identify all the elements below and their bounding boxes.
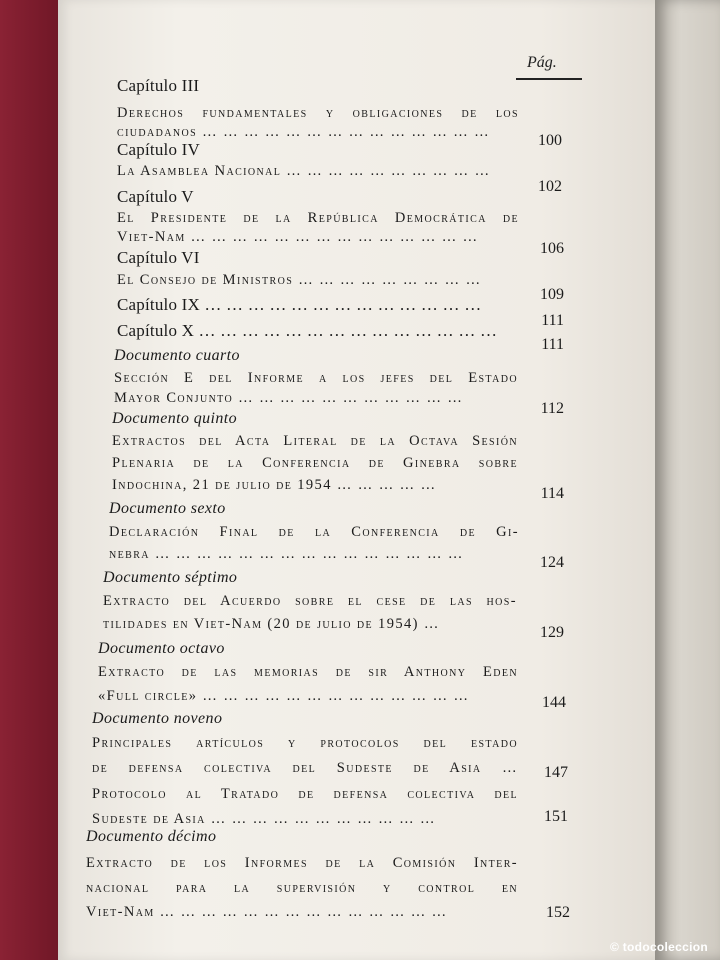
toc-page-number: 152 <box>546 904 570 921</box>
toc-page-number: 100 <box>538 132 562 149</box>
toc-page-number: 147 <box>544 764 568 781</box>
toc-entry-title: «Full circle» … … … … … … … … … … … … … <box>98 688 470 704</box>
toc-entry-title: Extracto del Acuerdo sobre el cese de las hos- <box>103 593 517 609</box>
toc-page-number: 109 <box>540 286 564 303</box>
document-heading: Documento cuarto <box>114 347 240 364</box>
toc-entry-title: Viet-Nam … … … … … … … … … … … … … … <box>117 229 479 245</box>
toc-entry-title: nacional para la supervisión y control en <box>86 880 518 896</box>
toc-entry-title: Plenaria de la Conferencia de Ginebra sobre <box>112 455 518 471</box>
document-heading: Documento sexto <box>109 500 226 517</box>
toc-entry-title: Indochina, 21 de julio de 1954 … … … … … <box>112 477 437 493</box>
toc-entry-title: tilidades en Viet-Nam (20 de julio de 1954) … <box>103 616 440 632</box>
toc-page-number: 129 <box>540 624 564 641</box>
toc-entry-title: Viet-Nam … … … … … … … … … … … … … … <box>86 904 448 920</box>
toc-entry-title: Extracto de las memorias de sir Anthony Eden <box>98 664 518 680</box>
toc-page-number: 106 <box>540 240 564 257</box>
toc-entry-title: Sudeste de Asia … … … … … … … … … … … <box>92 811 436 827</box>
toc-entry-title: Declaración Final de la Conferencia de Gi- <box>109 524 519 540</box>
toc-entry-title: Principales artículos y protocolos del estado <box>92 735 518 751</box>
chapter-heading: Capítulo V <box>117 187 194 206</box>
toc-page-number: 114 <box>540 485 564 502</box>
toc-page-number: 151 <box>544 808 568 825</box>
toc-entry-title: La Asamblea Nacional … … … … … … … … … … <box>117 163 491 179</box>
toc-entry-title: ciudadanos … … … … … … … … … … … … … … <box>117 124 491 140</box>
chapter-heading: Capítulo III <box>117 76 200 95</box>
toc-entry-title: El Consejo de Ministros … … … … … … … … … <box>117 272 482 288</box>
toc-page-number: 102 <box>538 178 562 195</box>
toc-entry-title: Mayor Conjunto … … … … … … … … … … … <box>114 390 464 406</box>
chapter-heading: Capítulo VI <box>117 248 200 267</box>
site-watermark: © todocoleccion <box>609 940 708 954</box>
chapter-heading: Capítulo IV <box>117 140 200 159</box>
toc-entry-title: Extracto de los Informes de la Comisión Inter- <box>86 855 518 871</box>
document-heading: Documento décimo <box>86 828 217 845</box>
toc-entry-title: Protocolo al Tratado de defensa colectiva del <box>92 786 518 802</box>
toc-page-number: 124 <box>540 554 564 571</box>
toc-page-number: 111 <box>541 336 564 353</box>
chapter-heading: Capítulo X … … … … … … … … … … … … … … <box>117 321 498 340</box>
toc-page-number: 144 <box>542 694 566 711</box>
document-heading: Documento noveno <box>92 710 223 727</box>
toc-entry-title: Extractos del Acta Literal de la Octava Sesión <box>112 433 518 449</box>
toc-entry-title: El Presidente de la República Democrática de <box>117 210 519 226</box>
document-heading: Documento séptimo <box>103 569 238 586</box>
toc-page-number: 111 <box>541 312 564 329</box>
toc-entry-title: Sección E del Informe a los jefes del Estado <box>114 370 518 386</box>
toc-entry-title: de defensa colectiva del Sudeste de Asia … <box>92 760 518 776</box>
document-heading: Documento octavo <box>98 640 225 657</box>
document-heading: Documento quinto <box>112 410 238 427</box>
page-column-header: Pág. <box>527 54 557 71</box>
chapter-heading: Capítulo IX … … … … … … … … … … … … … <box>117 295 482 314</box>
toc-entry-title: nebra … … … … … … … … … … … … … … … <box>109 546 464 562</box>
toc-entry-title: Derechos fundamentales y obligaciones de los <box>117 105 519 121</box>
toc-page-number: 112 <box>540 400 564 417</box>
